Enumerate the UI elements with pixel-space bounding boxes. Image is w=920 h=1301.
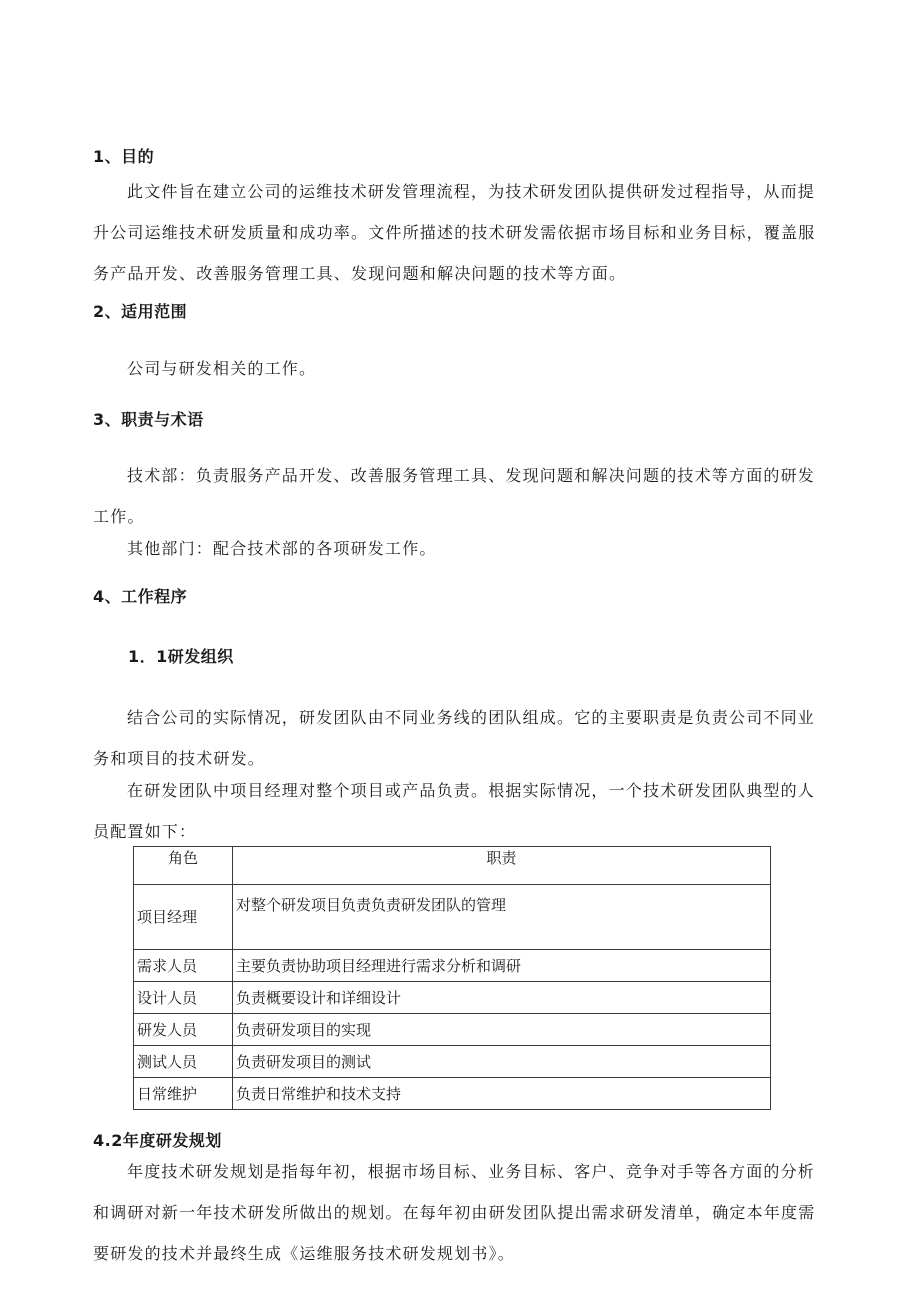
table-cell-role: 日常维护 — [134, 1078, 233, 1110]
table-cell-duty: 负责日常维护和技术支持 — [233, 1078, 771, 1110]
table-cell-role: 需求人员 — [134, 950, 233, 982]
table-cell-duty: 主要负责协助项目经理进行需求分析和调研 — [233, 950, 771, 982]
subsection-4-1-paragraph-1: 结合公司的实际情况，研发团队由不同业务线的团队组成。它的主要职责是负责公司不同业务和项目的技术研发。 — [93, 708, 816, 768]
subsection-4-2-paragraph: 年度技术研发规划是指每年初，根据市场目标、业务目标、客户、竞争对手等各方面的分析和调研对新一年技术研发所做出的规划。在每年初由研发团队提出需求研发清单，确定本年度需要研发的技术并最终生成《运维服务技术研发规划书》。 — [93, 1162, 816, 1263]
table-cell-duty: 负责概要设计和详细设计 — [233, 982, 771, 1014]
staff-roles-table — [133, 846, 771, 1110]
subsection-4-2-heading: 4.2年度研发规划 — [93, 1131, 222, 1150]
section-1-paragraph: 此文件旨在建立公司的运维技术研发管理流程，为技术研发团队提供研发过程指导，从而提升公司运维技术研发质量和成功率。文件所描述的技术研发需依据市场目标和业务目标，覆盖服务产品开发、改善服务管理工具、发现问题和解决问题的技术等方面。 — [93, 182, 816, 283]
table-header-duty: 职责 — [233, 847, 771, 885]
table-header-row — [134, 847, 771, 885]
table-row — [134, 885, 771, 950]
table-row — [134, 982, 771, 1014]
table-cell-role: 研发人员 — [134, 1014, 233, 1046]
section-4-heading: 4、工作程序 — [93, 587, 188, 606]
section-2-paragraph: 公司与研发相关的工作。 — [127, 359, 317, 378]
table-header-role: 角色 — [134, 847, 233, 885]
subsection-4-1-paragraph-2: 在研发团队中项目经理对整个项目或产品负责。根据实际情况，一个技术研发团队典型的人员配置如下： — [93, 781, 816, 841]
table-cell-duty: 负责研发项目的实现 — [233, 1014, 771, 1046]
table-row — [134, 1078, 771, 1110]
section-2-heading: 2、适用范围 — [93, 302, 188, 321]
subsection-4-1-heading: 1．1研发组织 — [128, 647, 234, 666]
table-cell-duty: 对整个研发项目负责负责研发团队的管理 — [233, 885, 771, 950]
table-row — [134, 1046, 771, 1078]
table-row — [134, 1014, 771, 1046]
table-row — [134, 950, 771, 982]
table-cell-role: 测试人员 — [134, 1046, 233, 1078]
section-3-heading: 3、职责与术语 — [93, 410, 204, 429]
section-1-heading: 1、目的 — [93, 147, 155, 166]
table-cell-duty: 负责研发项目的测试 — [233, 1046, 771, 1078]
table-cell-role: 项目经理 — [134, 885, 233, 950]
table-cell-role: 设计人员 — [134, 982, 233, 1014]
section-3-paragraph-1: 技术部：负责服务产品开发、改善服务管理工具、发现问题和解决问题的技术等方面的研发工作。 — [93, 466, 816, 526]
section-3-paragraph-2: 其他部门：配合技术部的各项研发工作。 — [127, 539, 437, 558]
